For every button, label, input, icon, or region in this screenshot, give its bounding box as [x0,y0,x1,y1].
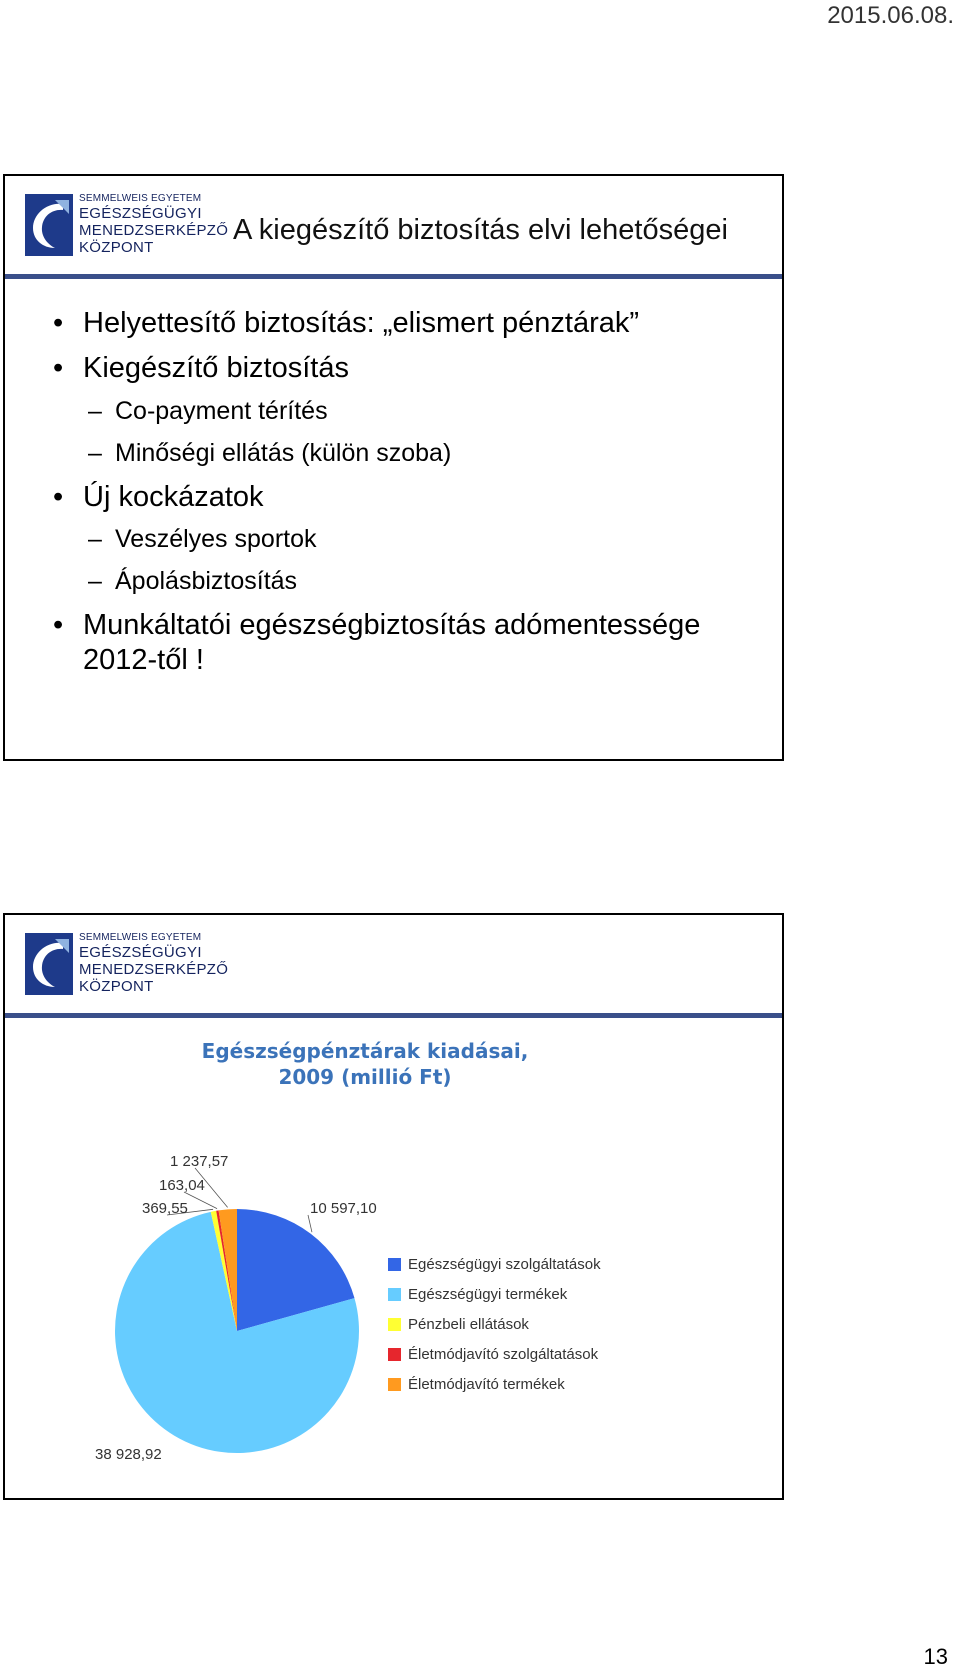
legend-swatch [388,1288,401,1301]
sub-bullet-item: – Co-payment térítés [53,396,762,426]
logo-line-3: MENEDZSERKÉPZŐ [79,961,229,978]
data-label-healthcare-services: 10 597,10 [310,1200,377,1217]
logo-line-2: EGÉSZSÉGÜGYI [79,944,202,961]
logo-mark-icon [25,933,73,995]
bullet-item: • Új kockázatok [53,480,762,515]
chart-subtitle: 2009 (millió Ft) [278,1065,452,1089]
logo-university: SEMMELWEIS EGYETEM [79,193,202,204]
slide-header [5,915,782,1013]
sub-bullet-item: – Ápolásbiztosítás [53,566,762,596]
logo-mark-icon [25,194,73,256]
data-label-lifestyle-products: 1 237,57 [170,1153,229,1170]
legend-swatch [388,1378,401,1391]
semmelweis-logo [25,193,229,258]
slide-header [5,176,782,274]
data-label-cash-benefits: 369,55 [142,1200,188,1217]
logo-text [79,933,228,994]
legend-lifestyle-services: Életmódjavító szolgáltatások [408,1346,599,1363]
logo-line-2: EGÉSZSÉGÜGYI [79,205,202,222]
bullet-item: • Kiegészítő biztosítás [53,351,762,386]
header-divider [5,274,782,279]
chart-legend [388,1256,601,1393]
sub-bullet-item: – Veszélyes sportok [53,524,762,554]
data-label-lifestyle-services: 163,04 [159,1177,205,1194]
slide-2 [3,913,784,1500]
logo-line-3: MENEDZSERKÉPZŐ [79,222,229,239]
logo-university: SEMMELWEIS EGYETEM [79,932,202,943]
data-label-healthcare-products: 38 928,92 [95,1446,162,1463]
semmelweis-logo [25,932,229,997]
bullet-item: • Helyettesítő biztosítás: „elismert pénztárak” [53,306,762,341]
logo-line-4: KÖZPONT [79,239,154,256]
sub-bullet-item: – Minőségi ellátás (külön szoba) [53,438,762,468]
page-date: 2015.06.08. [827,2,954,29]
pie-slices [115,1209,359,1453]
page-number: 13 [923,1644,948,1669]
chart-title: Egészségpénztárak kiadásai, [201,1039,529,1063]
leader-line [308,1215,312,1232]
slide-title: A kiegészítő biztosítás elvi lehetőségei [233,214,728,246]
legend-healthcare-services: Egészségügyi szolgáltatások [408,1256,601,1273]
slide-content [53,306,762,688]
logo-line-4: KÖZPONT [79,978,154,995]
legend-cash-benefits: Pénzbeli ellátások [408,1316,529,1333]
legend-lifestyle-products: Életmódjavító termékek [408,1376,565,1393]
legend-swatch [388,1318,401,1331]
legend-healthcare-products: Egészségügyi termékek [408,1286,568,1303]
pie-chart [5,1018,784,1498]
leader-line [184,1192,217,1209]
bullet-item: • Munkáltatói egészségbiztosítás adómentessége 2012-től ! [53,608,762,678]
legend-swatch [388,1348,401,1361]
logo-text [79,194,228,255]
legend-swatch [388,1258,401,1271]
slide-1 [3,174,784,761]
